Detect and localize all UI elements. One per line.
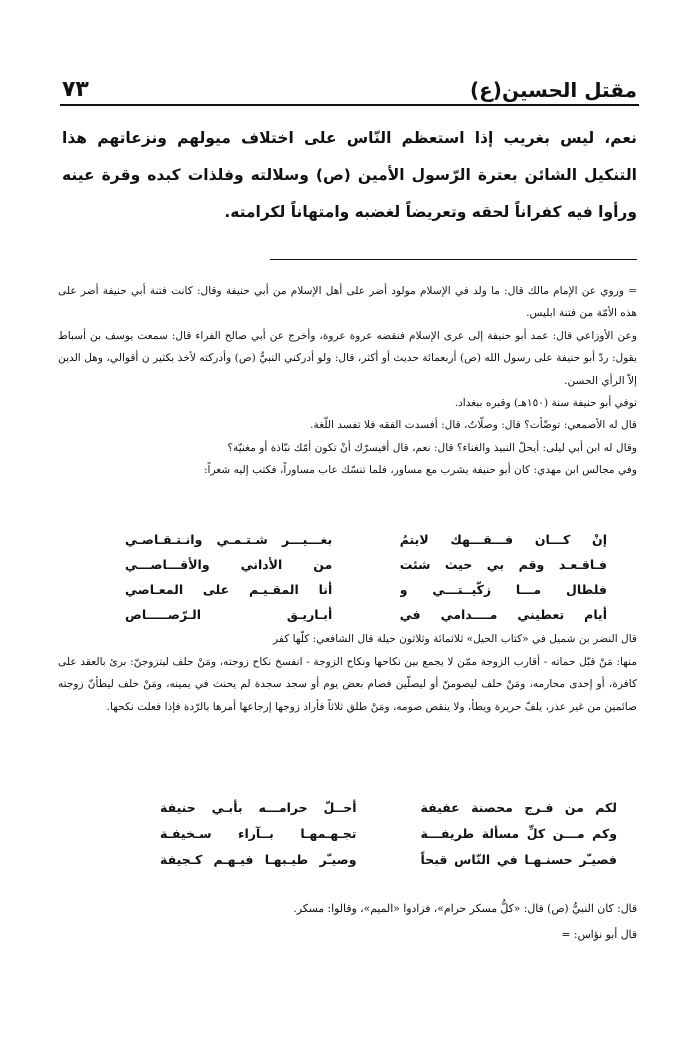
footnote-line: قال أبو نؤاس: = <box>561 928 637 941</box>
verse-second-hemistich: أبـاريـق الـرّصـــــاص <box>125 607 333 622</box>
footnote-line: منها: مَنْ قبّل حماته - أقارب الزوجة ممّن لا يجمع بين نكاحها ونكاح الزوجة - انفسخ نكاح زوجته، ومَنْ حلف ليتزوجنّ: برئ بالعقد على كافرة، أو إحدى محارمه، ومَنْ حلف ليصومنّ أو ليصلّين فصام بعض يوم أو سجد سجدة لم يحنث في يمينه، ومَنْ حلف ليطأنّ زوجته صائمين من غير عذر، يلفّ حريرة ويطأ، ولا ينقص صومه، ومَنْ طلق ثلاثاً فأراد زوجها إرجاعها أمرها بالرّدة فإذا فعلت نكحها. <box>58 655 637 713</box>
page-header <box>62 68 637 102</box>
poem-verse <box>125 577 607 602</box>
header-rule <box>60 104 639 106</box>
footnote-separator <box>270 259 637 260</box>
footnote-line: وقال له ابن أبي ليلى: أيحلّ النبيذ والغناء؟ قال: نعم، قال أفيسرّك أنْ تكون أمّك نبّاذة أو مغنيّة؟ <box>227 441 637 454</box>
main-text-block <box>62 120 637 231</box>
poem-verse <box>160 795 617 821</box>
poem-verse <box>160 847 617 873</box>
footnote-line: وعن الأوزاعي قال: عمد أبو حنيفة إلى عرى الإسلام فنقضه عروة عروة، وأخرج عن أبي صالح الفراء قال: سمعت يوسف بن أسباط يقول: ردّ أبو حنيفة على رسول الله (ص) أربعمائة حديث أو أكثر، قال: ولو أدركني النبيُّ (ص) وأدركته لأخذ بكثير ن أقوالي، وهل الدين إلاّ الرأي الحسن. <box>58 329 637 387</box>
footnote-block <box>58 280 637 482</box>
verse-first-hemistich: فصيـّر حسنـهـا في النّاس قبحاً <box>420 852 617 867</box>
footnote-block-2 <box>58 628 637 718</box>
page-number: ٧٣ <box>62 77 89 102</box>
verse-second-hemistich: تجـهـمهـا بــآراء سـخيفـة <box>160 826 357 841</box>
poem-block-2 <box>160 795 617 873</box>
footnote-line: وفي مجالس ابن مهدي: كان أبو حنيفة يشرب مع مساور، فلما تنسّك عاب مساوراً، فكتب إليه شعراً: <box>203 464 637 477</box>
main-paragraph: نعم، ليس بغريب إذا استعظم النّاس على اختلاف ميولهم ونزعاتهم هذا التنكيل الشائن بعترة الرّسول الأمين (ص) وسلالته وفلذات كبده وقرة عينه ورأوا فيه كفراناً لحقه وتعريضاً لغضبه وامتهاناً لكرامته. <box>62 129 637 221</box>
verse-first-hemistich: فـاقـعـد وقم بي حيث شئت <box>399 557 607 572</box>
poem-verse <box>160 821 617 847</box>
verse-second-hemistich: أحــلّ حرامـــه بأبـي حنيفة <box>160 800 357 815</box>
footnote-tail <box>62 896 637 948</box>
verse-first-hemistich: فلطال مـــا زكّيــتـــي و <box>399 582 607 597</box>
verse-second-hemistich: أنا المقـيـم على المعـاصي <box>125 582 333 597</box>
verse-second-hemistich: وصيـّر طيـبهـا فيـهـم كـجيفة <box>160 852 357 867</box>
footnote-line: توفي أبو حنيفة سنة (١٥٠هـ) وقبره ببغداد. <box>454 397 637 410</box>
verse-first-hemistich: أيام تعطيني مــــدامي في <box>399 607 607 622</box>
footnote-line: قال له الأصمعي: توضّأت؟ قال: وصلّاتُ، قال: أفسدت الفقه فلا تفسد اللّغة. <box>310 419 637 432</box>
running-title: مقتل الحسين(ع) <box>470 78 637 102</box>
poem-verse <box>125 602 607 627</box>
verse-first-hemistich: وكم مـــن كلِّ مسألة طريفـــة <box>420 826 617 841</box>
poem-block-1 <box>125 527 607 627</box>
footnote-line: قال: كان النبيُّ (ص) قال: «كلُّ مسكر حرام»، فزادوا «الميم»، وقالوا: مسكر. <box>293 902 637 915</box>
poem-verse <box>125 527 607 552</box>
poem-verse <box>125 552 607 577</box>
footnote-line: = وروي عن الإمام مالك قال: ما ولد في الإسلام مولود أضر على أهل الإسلام من أبي حنيفة وقال: كانت فتنة أبي حنيفة أضر على هذه الأمّة من فتنة ابليس. <box>58 285 637 320</box>
verse-first-hemistich: لكم من فـرج محصنة عفيفة <box>420 800 617 815</box>
verse-second-hemistich: من الأداني والأقـــاصـــي <box>125 557 333 572</box>
verse-first-hemistich: إنْ كـــان فـــقـــهك لايتمُ <box>399 532 607 547</box>
footnote-line: قال النضر بن شميل في «كتاب الحيل» ثلاثمائة وثلاثون حيلة قال الشافعي: كلّها كفر <box>273 633 637 645</box>
verse-second-hemistich: بغـــيـــر شـتـمـي وانـتـقـاصـي <box>125 532 333 547</box>
